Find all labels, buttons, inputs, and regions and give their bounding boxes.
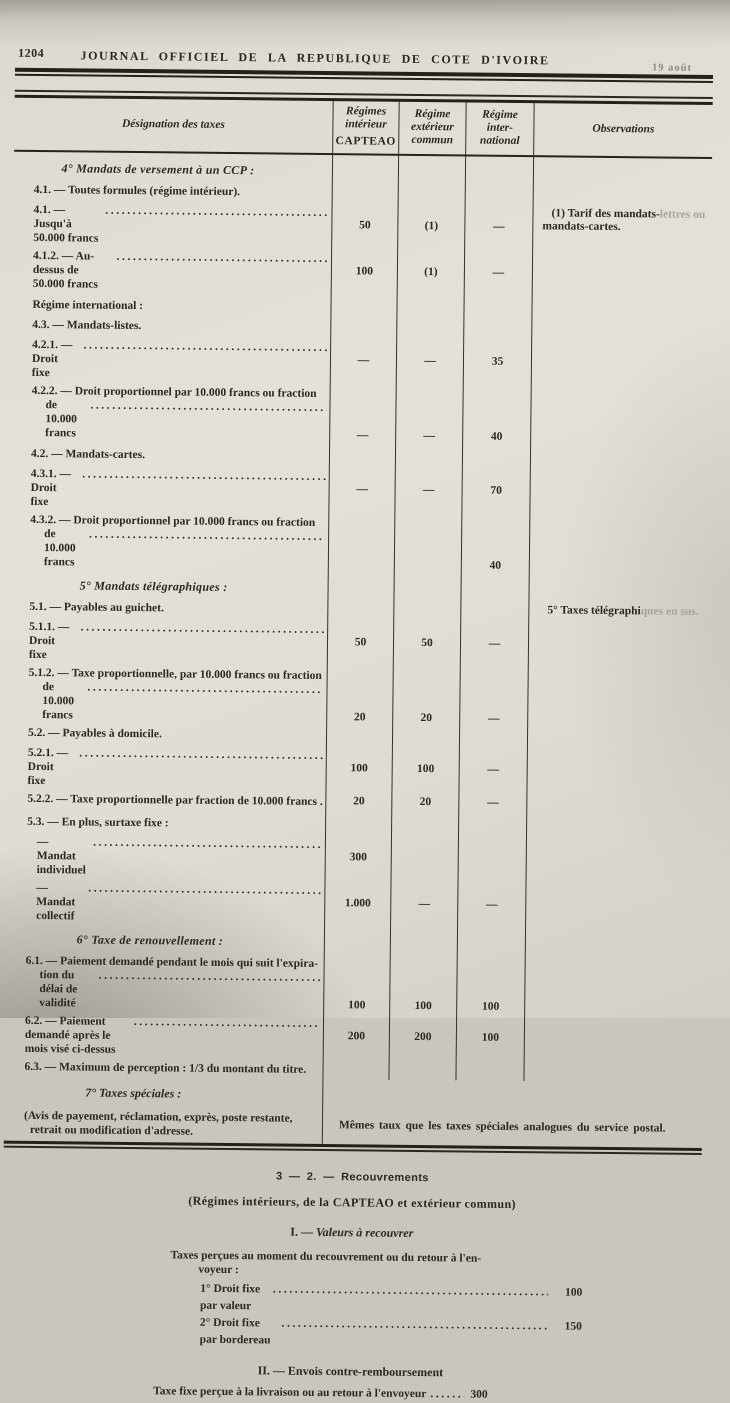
international-value-cell: —	[458, 792, 526, 813]
designation-cell	[10, 508, 329, 571]
international-value-cell: —	[457, 881, 525, 928]
observations-cell	[530, 385, 710, 447]
col-header-observations	[533, 103, 713, 157]
international-value-cell: —	[464, 203, 532, 250]
international-value-cell: 100	[456, 1014, 524, 1061]
exterieur-value-cell: (1)	[397, 202, 464, 249]
exterieur-value-cell	[398, 155, 465, 183]
exterieur-value-cell	[393, 599, 460, 620]
line-label: 2° Droit fixe par bordereau	[199, 1316, 271, 1346]
table-row	[10, 508, 709, 575]
exterieur-value-cell	[391, 834, 458, 881]
table-row	[5, 1009, 703, 1062]
dot-leader	[430, 1388, 464, 1400]
dot-leader	[84, 338, 328, 355]
recouvrements-subheading: (Régimes intérieurs, de la CAPTEAO et extérieur commun)	[188, 1193, 517, 1211]
table-row	[4, 1102, 702, 1147]
row-label: — Mandat individuel	[36, 835, 86, 877]
exterieur-value-cell: 100	[389, 953, 457, 1014]
capteao-value-cell	[327, 572, 393, 600]
observations-cell	[524, 1015, 703, 1063]
designation-cell	[7, 807, 325, 833]
row-label: Régime international :	[32, 298, 144, 312]
row-label-continued: de 10.000 francs	[43, 527, 76, 568]
dot-leader	[82, 467, 326, 484]
international-value-cell	[462, 444, 530, 468]
journal-title: JOURNAL OFFICIEL DE LA REPUBLIQUE DE COTE D'IVOIRE	[80, 48, 550, 68]
row-label: 6.1. — Paiement demandé pendant le mois qui suit l'expira-	[25, 954, 319, 970]
designation-cell	[7, 741, 325, 790]
exterieur-value-cell	[392, 725, 459, 746]
capteao-value-cell: 50	[327, 619, 393, 666]
row-label: 5.2.1. — Droit fixe	[27, 746, 69, 787]
exterieur-value-cell	[393, 572, 460, 600]
row-label: 5.2.2. — Taxe proportionnelle par fraction de 10.000 francs .	[27, 792, 323, 808]
observation-text: (1) Tarif des mandats-	[551, 206, 660, 220]
designation-cell	[12, 290, 330, 316]
international-value-cell: 70	[461, 467, 529, 514]
exterieur-value-cell: —	[396, 337, 463, 384]
section-title: Envois contre-remboursement	[287, 1363, 444, 1379]
observations-cell	[530, 445, 709, 470]
col-header-label: intérieur	[345, 118, 387, 131]
capteao-value-cell: 1.000	[324, 880, 390, 927]
international-value-cell	[460, 600, 528, 621]
observations-cell	[532, 204, 711, 252]
col-header-label: inter-	[486, 121, 514, 134]
row-label-continued: de 10.000 francs	[45, 398, 78, 439]
col-header-label: national	[479, 134, 520, 148]
page-date: 19 août	[652, 62, 693, 74]
international-value-cell: —	[458, 746, 526, 793]
observation-text: ques en sus.	[640, 604, 699, 618]
designation-cell	[11, 379, 330, 442]
dot-leader	[116, 249, 328, 265]
observations-cell	[527, 727, 706, 749]
taxes-percues-paragraph	[170, 1248, 550, 1280]
recouvrements-section	[1, 1167, 701, 1402]
dot-leader	[273, 1281, 548, 1301]
exterieur-value-cell: 100	[391, 745, 458, 792]
international-value-cell	[458, 835, 526, 882]
designation-cell	[4, 1102, 322, 1143]
exterieur-value-cell	[390, 926, 457, 954]
exterieur-value-cell: 20	[391, 791, 458, 812]
international-value-cell: 40	[461, 513, 530, 574]
observations-cell	[524, 955, 704, 1017]
capteao-value-cell: 50	[331, 202, 397, 249]
row-label: 4.2.1. — Droit fixe	[31, 338, 73, 379]
header-double-rule	[15, 68, 713, 83]
col-header-label: Désignation des taxes	[121, 117, 225, 131]
col-header-international	[465, 102, 534, 155]
observations-cell	[526, 747, 705, 795]
col-header-label: Observations	[592, 122, 655, 136]
table-row	[5, 949, 704, 1016]
section-title: Valeurs à recouvrer	[315, 1224, 414, 1240]
designation-cell	[6, 876, 324, 925]
international-value-cell	[455, 1060, 523, 1081]
table-row	[7, 830, 705, 883]
observations-cell	[525, 928, 704, 957]
observations-cell	[529, 514, 709, 576]
row-label: 4.2. — Mandats-cartes.	[30, 447, 146, 461]
observations-cell	[528, 601, 707, 623]
designation-cell: 4° Mandats de versement à un CCP :	[61, 160, 255, 177]
exterieur-value-cell: 200	[389, 1013, 456, 1060]
exterieur-value-cell	[394, 512, 462, 573]
exterieur-value-cell: —	[395, 383, 463, 444]
observations-cell	[526, 836, 705, 884]
international-value-cell	[460, 573, 528, 601]
capteao-value-cell	[330, 317, 396, 338]
international-value-cell	[463, 295, 531, 319]
paragraph-line: Taxes perçues au moment du recouvrement ou du retour à l'en-	[170, 1248, 482, 1265]
international-value-cell	[458, 812, 526, 836]
taxe-fixe-line	[153, 1385, 591, 1402]
dot-leader	[90, 398, 326, 414]
exterieur-value-cell	[398, 182, 465, 203]
line-value: 150	[564, 1320, 582, 1333]
international-value-cell: 100	[456, 954, 525, 1015]
table-row	[9, 615, 707, 668]
row-label: 6.3. — Maximum de perception : 1/3 du montant du titre.	[24, 1060, 307, 1076]
line-label: Taxe fixe perçue à la livraison ou au retour à l'envoyeur	[153, 1384, 427, 1400]
row-label: — Mandat collectif	[36, 881, 76, 922]
line-value: 100	[564, 1286, 583, 1299]
section-numeral: II. —	[257, 1362, 289, 1378]
dot-leader	[105, 203, 328, 219]
row-label: 4.1.2. — Au-dessus de 50.000 francs	[32, 249, 98, 291]
row-label: (Avis de payement, réclamation, exprès, poste restante,	[23, 1109, 293, 1125]
row-label: 4.3.2. — Droit proportionnel par 10.000 francs ou fraction	[30, 513, 316, 529]
table-row	[6, 876, 704, 929]
international-value-cell	[465, 183, 533, 204]
capteao-value-cell	[324, 926, 390, 954]
row-label: 5.3. — En plus, surtaxe fixe :	[27, 815, 169, 829]
dot-leader	[134, 1015, 320, 1031]
capteao-value-cell	[326, 725, 392, 746]
col-header-label: Régimes	[345, 105, 387, 118]
row-label-continued: retrait ou modification d'adresse.	[29, 1123, 194, 1138]
row-label: 5.1.2. — Taxe proportionnelle, par 10.000 francs ou fraction	[28, 666, 322, 682]
designation-cell	[13, 198, 331, 247]
merged-observation-cell: Mêmes taux que les taxes spéciales analogues du service postal.	[322, 1106, 702, 1148]
dot-leader	[87, 680, 323, 696]
col-header-label: Régime	[482, 108, 519, 122]
international-value-cell: 40	[462, 384, 531, 445]
capteao-value-cell: 20	[326, 665, 393, 726]
capteao-value-cell	[329, 443, 395, 467]
observations-cell	[533, 157, 712, 186]
capteao-value-cell	[330, 294, 396, 318]
international-value-cell: —	[464, 249, 532, 296]
table-row	[12, 333, 710, 386]
row-label: 5.2. — Payables à domicile.	[27, 726, 162, 740]
col-header-label: extérieur	[410, 120, 454, 134]
capteao-value-cell: 20	[325, 791, 391, 812]
observations-cell	[528, 574, 707, 603]
section-numeral: I. —	[290, 1224, 317, 1239]
designation-cell	[11, 439, 329, 465]
capteao-value-cell: 300	[325, 834, 391, 881]
capteao-value-cell: —	[328, 466, 394, 513]
exterieur-value-cell	[396, 294, 463, 318]
table-row	[8, 661, 707, 728]
capteao-value-cell: 200	[323, 1013, 389, 1060]
observations-cell	[527, 667, 707, 729]
paragraph-line: voyeur :	[198, 1263, 239, 1276]
designation-cell	[5, 949, 324, 1012]
capteao-value-cell: —	[330, 337, 396, 384]
observation-text: lettres ou	[659, 207, 706, 221]
row-label: 4.3.1. — Droit fixe	[30, 467, 72, 508]
capteao-value-cell	[327, 599, 393, 620]
envois-contre-remboursement-heading	[1, 1360, 699, 1382]
observation-text: mandats-cartes.	[542, 220, 621, 234]
designation-cell	[10, 462, 328, 511]
exterieur-value-cell	[395, 443, 462, 467]
merged-observation-cell	[322, 1079, 702, 1110]
designation-cell	[8, 661, 327, 724]
observations-cell	[526, 813, 705, 838]
capteao-value-cell	[332, 182, 398, 203]
designation-cell: 5° Mandats télégraphiques :	[79, 577, 228, 594]
observations-cell	[532, 250, 711, 298]
designation-cell	[7, 830, 325, 879]
observations-cell	[533, 184, 712, 206]
col-header-label: commun	[411, 133, 454, 147]
observations-cell	[529, 468, 708, 516]
capteao-value-cell: 100	[323, 953, 390, 1014]
footer-leader-line	[200, 1280, 582, 1318]
exterieur-value-cell	[391, 811, 458, 835]
capteao-value-cell	[322, 1059, 388, 1080]
capteao-value-cell	[325, 811, 391, 835]
international-value-cell: —	[460, 620, 528, 667]
row-label: 4.1. — Jusqu'à 50.000 francs	[33, 203, 99, 245]
row-label-continued: tion du délai de validité	[39, 968, 78, 1009]
designation-cell	[12, 333, 330, 382]
exterieur-value-cell: —	[394, 466, 461, 513]
line-label: 1° Droit fixe par valeur	[200, 1282, 261, 1312]
designation-cell	[13, 244, 331, 293]
line-value: 300	[470, 1388, 488, 1401]
row-label: 5.1.1. — Droit fixe	[28, 620, 70, 661]
capteao-value-cell	[328, 512, 395, 573]
dot-leader	[89, 527, 325, 543]
designation-cell	[5, 1009, 323, 1058]
row-label: 5.1. — Payables au guichet.	[29, 600, 164, 614]
capteao-value-cell	[332, 155, 398, 183]
row-label: 4.3. — Mandats-listes.	[32, 318, 142, 332]
international-value-cell	[459, 726, 527, 747]
dot-leader	[81, 620, 325, 637]
international-value-cell	[463, 318, 531, 339]
recouvrements-heading: 3 — 2. — Recouvrements	[275, 1170, 429, 1184]
exterieur-value-cell	[388, 1059, 455, 1080]
footer-lines	[200, 1280, 583, 1352]
row-label-continued: de 10.000 francs	[42, 680, 75, 721]
dot-leader	[281, 1315, 548, 1335]
table-row	[11, 379, 710, 446]
exterieur-value-cell: 50	[393, 619, 460, 666]
dot-leader	[93, 835, 322, 851]
exterieur-value-cell: 20	[392, 665, 460, 726]
page-number: 1204	[18, 45, 45, 61]
col-header-exterieur	[398, 101, 466, 154]
col-header-label: Régime	[414, 107, 451, 121]
table-header-row	[14, 97, 713, 158]
row-label: 6.2. — Paiement demandé après le mois visé ci-dessus	[24, 1014, 116, 1056]
designation-cell: 6° Taxe de renouvellement :	[76, 931, 224, 948]
footer-leader-line	[200, 1314, 582, 1352]
row-label: 4.1. — Toutes formules (régime intérieur).	[33, 183, 241, 198]
capteao-value-cell: 100	[325, 745, 391, 792]
observation-text: 5° Taxes télégraphi	[547, 603, 641, 617]
observations-cell	[526, 793, 705, 815]
table-row	[10, 462, 708, 515]
observations-cell	[531, 319, 710, 341]
table-body	[4, 151, 712, 1147]
table-row	[13, 198, 711, 251]
capteao-value-cell: —	[329, 383, 396, 444]
international-value-cell	[457, 927, 525, 955]
dot-leader	[79, 746, 323, 763]
exterieur-value-cell	[396, 317, 463, 338]
observations-cell	[531, 296, 710, 321]
exterieur-value-cell: (1)	[397, 248, 464, 295]
dot-leader	[88, 881, 321, 897]
observations-cell	[528, 621, 707, 669]
row-label: 4.2.2. — Droit proportionnel par 10.000 francs ou fraction	[31, 384, 317, 400]
observations-cell	[525, 882, 704, 930]
observations-cell	[523, 1061, 702, 1083]
designation-cell: 7° Taxes spéciales :	[85, 1085, 182, 1101]
dot-leader	[99, 968, 321, 984]
tax-table	[1, 90, 713, 1403]
international-value-cell	[465, 156, 533, 184]
designation-cell	[9, 615, 327, 664]
table-row	[13, 244, 711, 297]
exterieur-value-cell: —	[390, 880, 457, 927]
col-header-designation	[14, 97, 333, 152]
col-header-capteao	[332, 101, 399, 154]
table-row	[7, 741, 705, 794]
observations-cell	[531, 339, 710, 387]
capteao-value-cell: 100	[331, 248, 397, 295]
col-header-label: CAPTEAO	[335, 135, 397, 148]
valeurs-a-recouvrer-heading	[3, 1221, 701, 1243]
international-value-cell: —	[459, 666, 528, 727]
international-value-cell: 35	[463, 338, 531, 385]
